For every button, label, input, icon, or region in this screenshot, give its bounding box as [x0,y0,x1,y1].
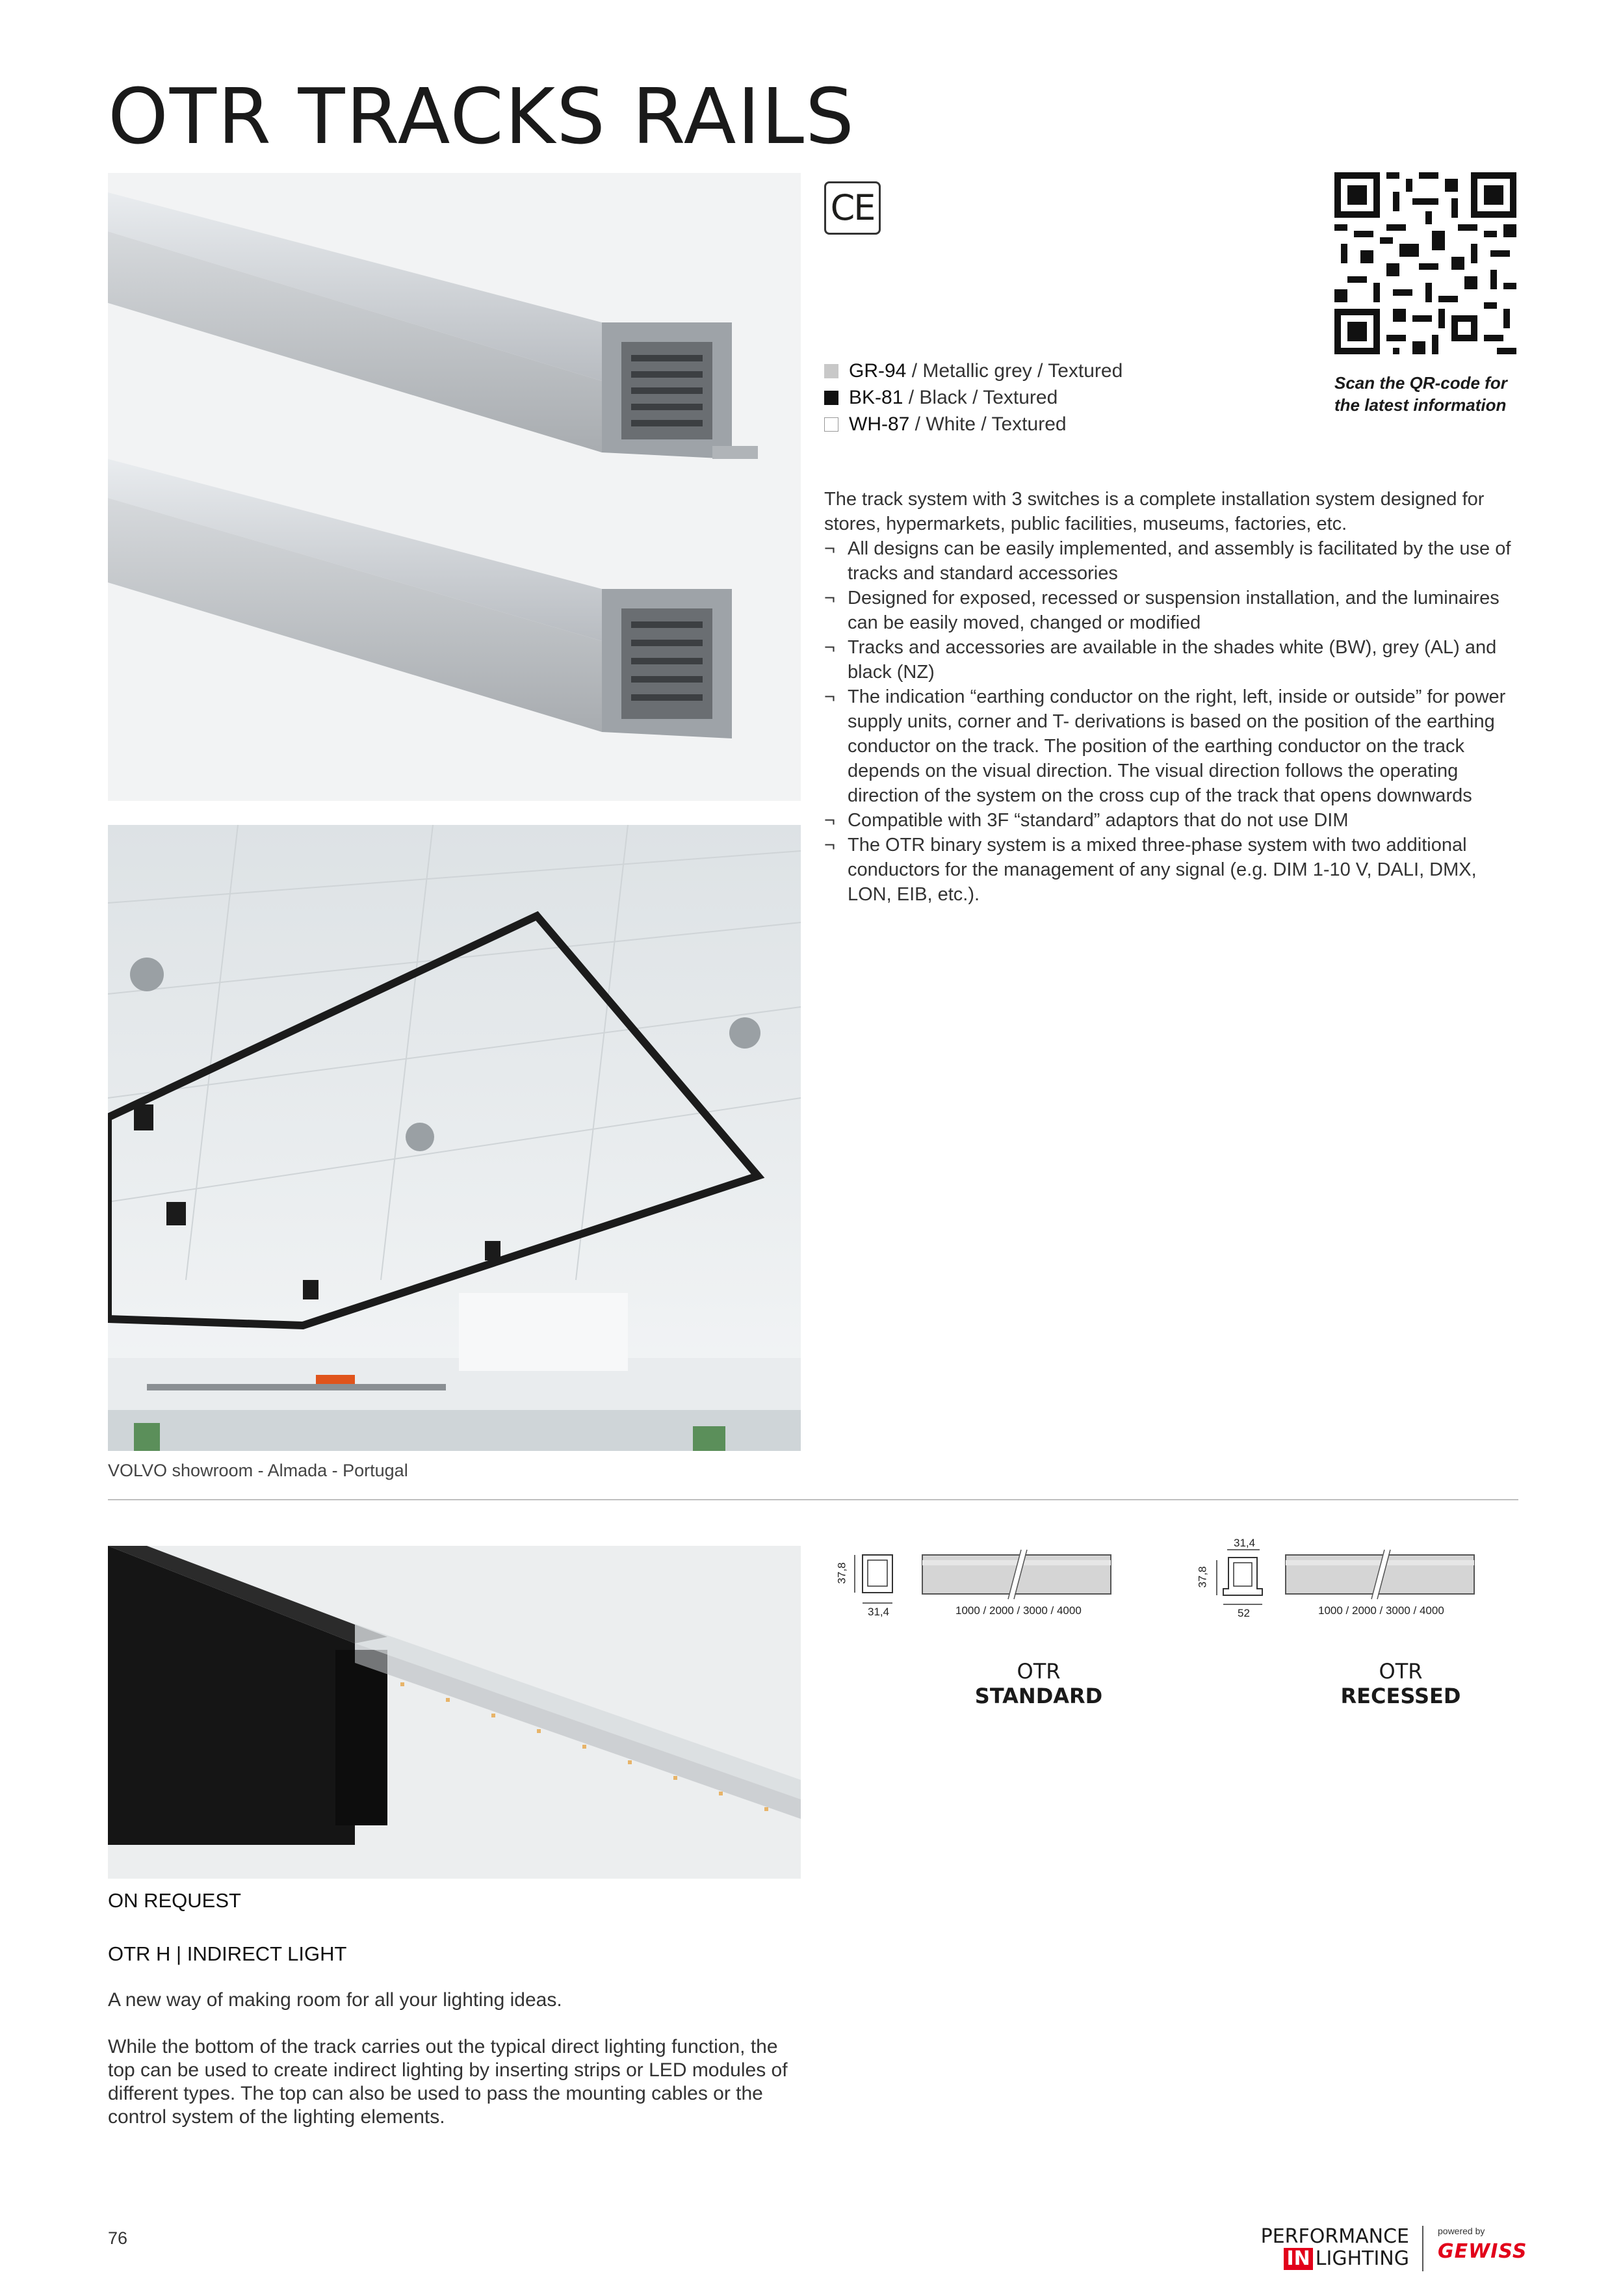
brand-performance-in-lighting [1240,2226,1409,2270]
showroom-illustration [108,825,801,1451]
dim-lengths: 1000 / 2000 / 3000 / 4000 [955,1604,1082,1617]
brand-lighting-line [1240,2248,1409,2270]
profile-line2: RECESSED [1340,1684,1461,1708]
brand-separator [1422,2226,1423,2271]
showroom-caption: VOLVO showroom - Almada - Portugal [108,1461,408,1480]
feature-item: ¬ Compatible with 3F “standard” adaptors that do not use DIM [824,808,1518,833]
otr-h-body: While the bottom of the track carries out the typical direct lighting function, the top can be used to create indirect lighting by inserting strips or LED modules of different types. The top can also be used to pass the mounting cables or the control system of the lighting elements. [108,2036,788,2128]
section-divider [108,1499,1518,1500]
profile-line1: OTR [1017,1659,1061,1684]
otr-h-illustration [108,1546,801,1879]
feature-item: ¬ The indication “earthing conductor on the right, left, inside or outside” for power supply units, corner and T- derivations is based on the position of the earthing conductor on the track. The position of the earthing conductor on the track depends on the visual direction. The visual direction follows the operating direction of the system on the cross cup of the track that opens downwards [824,685,1518,808]
otr-h-title: OTR H | INDIRECT LIGHT [108,1942,347,1965]
profile-recessed [1188,1534,1526,1638]
feature-item: ¬ Designed for exposed, recessed or suspension installation, and the luminaires can be easily moved, changed or modified [824,586,1518,635]
finish-swatch-bk81 [824,391,838,405]
profile-standard [829,1541,1167,1638]
dim-width-top: 31,4 [1234,1537,1256,1549]
description-intro: The track system with 3 switches is a complete installation system designed for stores, hypermarkets, public facilities, museums, factories, etc. [824,489,1485,534]
qr-note: Scan the QR-code for the latest information [1334,373,1507,415]
finish-list [824,358,1123,437]
finish-label: / Metallic grey / Textured [906,360,1123,382]
on-request-heading: ON REQUEST [108,1889,241,1912]
gewiss-logo: GEWISS [1438,2240,1527,2263]
dim-height: 37,8 [835,1562,848,1584]
qr-code-icon[interactable] [1334,172,1516,354]
showroom-photo [108,825,801,1451]
dim-height: 37,8 [1196,1566,1209,1588]
profile-line2: STANDARD [974,1684,1103,1708]
brand-in-badge: IN [1284,2248,1312,2270]
finish-code: GR-94 [849,360,907,382]
finish-label: / White / Textured [909,413,1067,435]
finish-swatch-wh87 [824,417,838,432]
dim-width: 52 [1238,1607,1250,1619]
description [824,487,1518,907]
page-title: OTR TRACKS RAILS [108,72,855,161]
profile-line1: OTR [1379,1659,1423,1684]
powered-by: powered by [1438,2226,1485,2236]
finish-code: BK-81 [849,387,903,408]
page-number: 76 [108,2228,128,2248]
brand-performance: PERFORMANCE [1260,2225,1409,2248]
otr-h-intro: A new way of making room for all your lighting ideas. [108,1989,562,2011]
otr-h-photo [108,1546,801,1879]
ce-mark-icon: CE [824,181,881,235]
finish-label: / Black / Textured [903,387,1058,408]
profile-recessed-label [1303,1659,1498,1708]
finish-swatch-gr94 [824,364,838,378]
profile-standard-label [941,1659,1136,1708]
feature-item: ¬ The OTR binary system is a mixed three-phase system with two additional conductors for the management of any signal (e.g. DIM 1-10 V, DALI, DMX, LON, EIB, etc.). [824,833,1518,907]
finish-item [824,411,1123,437]
feature-list [824,536,1518,907]
dim-width: 31,4 [868,1606,890,1618]
dim-lengths: 1000 / 2000 / 3000 / 4000 [1318,1604,1444,1617]
product-photo-track-rails [108,173,801,801]
finish-item [824,358,1123,384]
brand-lighting: LIGHTING [1315,2247,1409,2270]
track-rails-illustration [108,173,801,801]
feature-item: ¬ Tracks and accessories are available in the shades white (BW), grey (AL) and black (NZ) [824,635,1518,685]
finish-item [824,384,1123,411]
finish-code: WH-87 [849,413,910,435]
feature-item: ¬ All designs can be easily implemented, and assembly is facilitated by the use of tracks and standard accessories [824,536,1518,586]
